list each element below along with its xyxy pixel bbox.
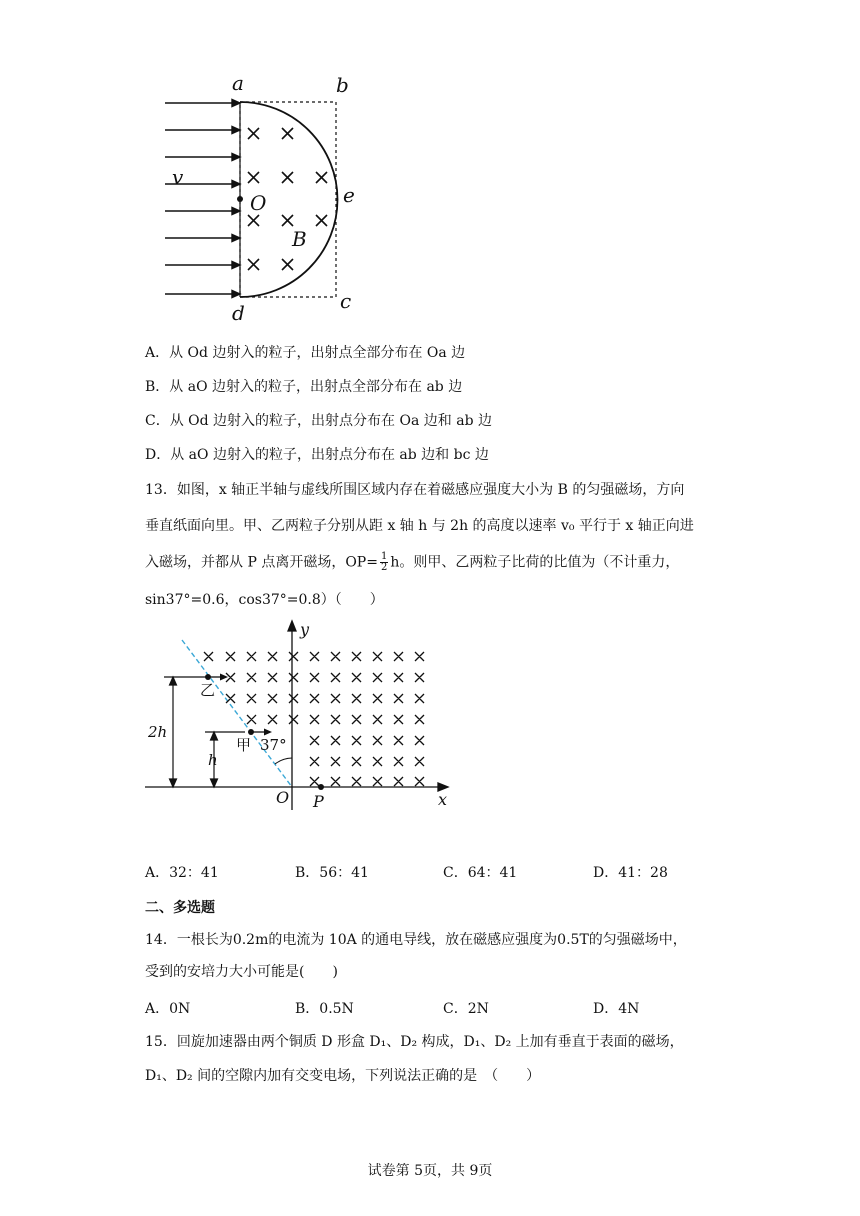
label-c: c bbox=[340, 289, 352, 313]
q13-stem-line3 bbox=[145, 552, 679, 573]
q12-option-d: D．从 aO 边射入的粒子，出射点分布在 ab 边和 bc 边 bbox=[145, 447, 489, 463]
label-jia: 甲 bbox=[236, 736, 252, 754]
section-title: 二、多选题 bbox=[145, 900, 215, 916]
label-y: y bbox=[300, 620, 310, 639]
q12-option-b: B．从 aO 边射入的粒子，出射点全部分布在 ab 边 bbox=[145, 379, 463, 395]
q14-stem-line1: 14．一根长为0.2m的电流为 10A 的通电导线，放在磁感应强度为0.5T的匀强磁场中， bbox=[145, 932, 687, 948]
label-d: d bbox=[232, 301, 245, 325]
q13-option-b: B．56：41 bbox=[295, 865, 369, 881]
label-angle: 37° bbox=[260, 736, 287, 754]
q13-option-d: D．41：28 bbox=[593, 865, 668, 881]
coordinate-field-figure bbox=[140, 615, 460, 815]
field-crosses-grid bbox=[204, 652, 424, 786]
q13-line3-post: h。则甲、乙两粒子比荷的比值为（不计重力， bbox=[390, 554, 680, 571]
q12-option-a: A．从 Od 边射入的粒子，出射点全部分布在 Oa 边 bbox=[145, 345, 466, 361]
q13-line3-pre: 入磁场，并都从 P 点离开磁场，OP= bbox=[145, 554, 378, 571]
label-origin: O bbox=[276, 788, 290, 807]
q14-option-d: D．4N bbox=[593, 1001, 640, 1017]
label-O: O bbox=[250, 191, 267, 215]
semicircle-field-figure bbox=[150, 70, 380, 330]
q12-option-c: C．从 Od 边射入的粒子，出射点分布在 Oa 边和 ab 边 bbox=[145, 413, 492, 429]
label-a: a bbox=[232, 71, 244, 95]
q13-option-a: A．32：41 bbox=[145, 865, 219, 881]
label-v: v bbox=[172, 165, 184, 189]
q15-stem-line1: 15．回旋加速器由两个铜质 D 形盒 D₁、D₂ 构成，D₁、D₂ 上加有垂直于表面的磁场， bbox=[145, 1034, 684, 1050]
q14-option-a: A．0N bbox=[145, 1001, 191, 1017]
page-footer: 试卷第 5页，共 9页 bbox=[367, 1163, 493, 1179]
fraction-denominator: 2 bbox=[380, 562, 388, 573]
q13-stem-line4: sin37°=0.6，cos37°=0.8）（ ） bbox=[145, 592, 384, 608]
half-fraction bbox=[380, 552, 388, 573]
q14-option-b: B．0.5N bbox=[295, 1001, 354, 1017]
q14-stem-line2: 受到的安培力大小可能是( ) bbox=[145, 964, 338, 980]
label-x: x bbox=[438, 790, 448, 809]
q13-stem-line1: 13．如图，x 轴正半轴与虚线所围区域内存在着磁感应强度大小为 B 的匀强磁场，方向 bbox=[145, 482, 685, 498]
q13-option-c: C．64：41 bbox=[443, 865, 518, 881]
label-h: h bbox=[208, 751, 218, 769]
label-P: P bbox=[313, 792, 324, 811]
label-2h: 2h bbox=[148, 723, 168, 741]
label-b: b bbox=[336, 73, 349, 97]
q15-stem-line2: D₁、D₂ 间的空隙内加有交变电场，下列说法正确的是 （ ） bbox=[145, 1068, 541, 1084]
fraction-numerator: 1 bbox=[380, 551, 388, 562]
label-B: B bbox=[292, 227, 307, 251]
label-e: e bbox=[343, 183, 355, 207]
velocity-arrows bbox=[165, 100, 240, 298]
q14-option-c: C．2N bbox=[443, 1001, 489, 1017]
label-yi: 乙 bbox=[200, 681, 216, 699]
q13-stem-line2: 垂直纸面向里。甲、乙两粒子分别从距 x 轴 h 与 2h 的高度以速率 v₀ 平行于 x 轴正向进 bbox=[145, 518, 694, 534]
